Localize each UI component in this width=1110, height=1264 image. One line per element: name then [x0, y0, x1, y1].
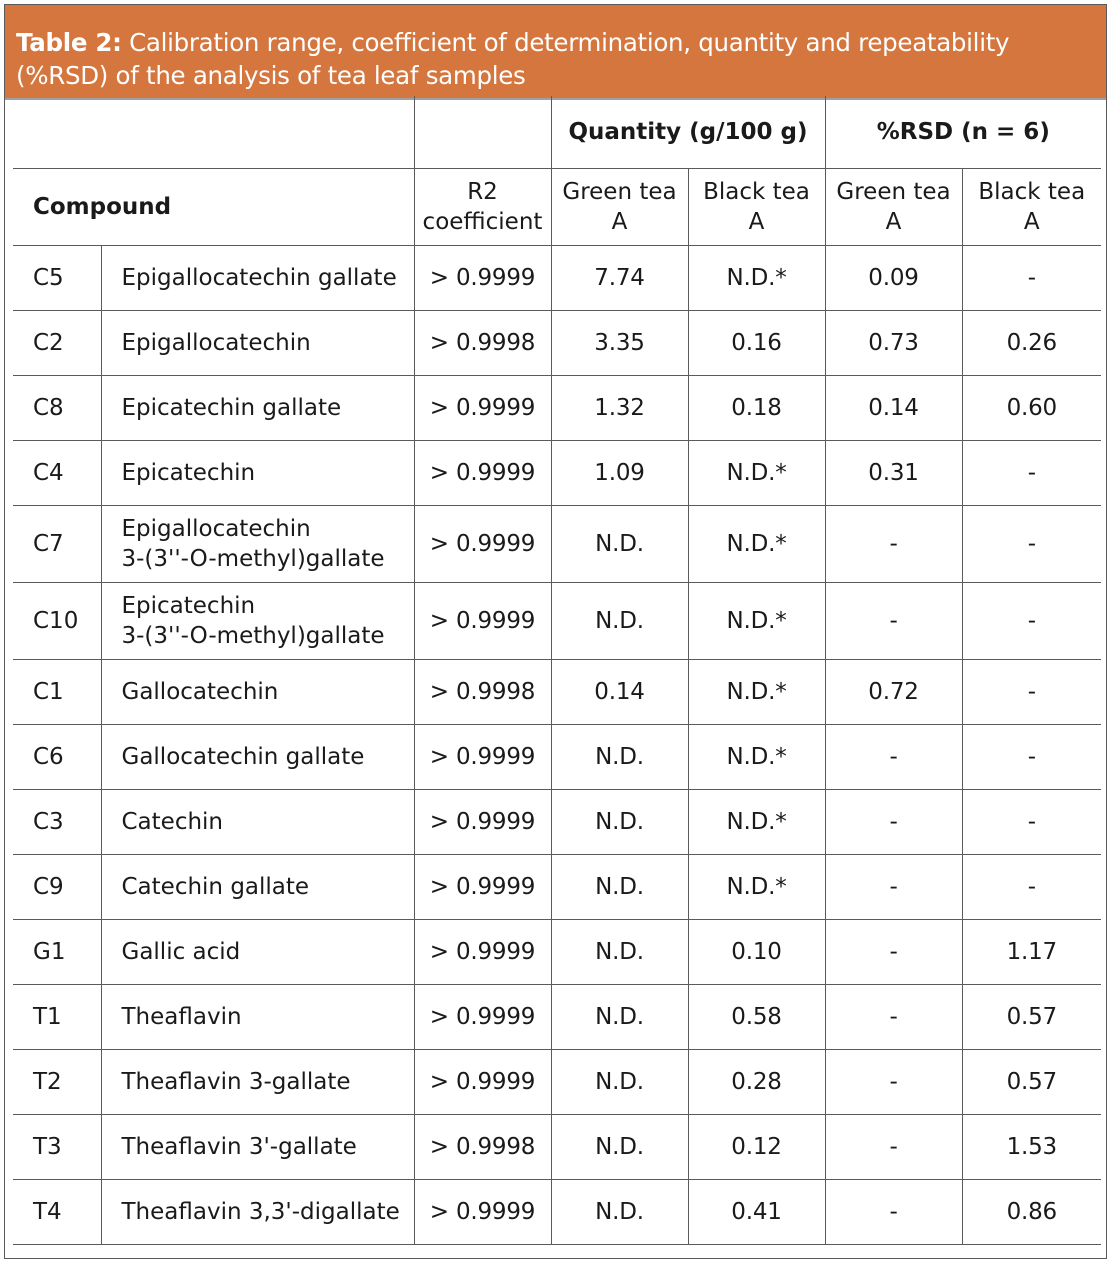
header-quantity-black: [688, 169, 825, 246]
header-r2: [414, 169, 551, 246]
quantity-black-value: N.D.*: [688, 583, 825, 660]
table-row: [13, 660, 1101, 725]
table-row: [13, 311, 1101, 376]
rsd-green-value: -: [825, 855, 962, 920]
header-green-line1: Green tea: [836, 179, 951, 205]
rsd-black-value: 0.57: [962, 985, 1101, 1050]
quantity-black-value: N.D.*: [688, 506, 825, 583]
quantity-green-value: 1.09: [551, 441, 688, 506]
compound-id: C9: [13, 855, 101, 920]
compound-name: [101, 855, 414, 920]
compound-id: C4: [13, 441, 101, 506]
rsd-green-value: -: [825, 725, 962, 790]
header-compound: Compound: [13, 169, 414, 246]
compound-name-line: Epigallocatechin gallate: [121, 265, 397, 291]
r2-value: > 0.9999: [414, 376, 551, 441]
compound-id: T1: [13, 985, 101, 1050]
compound-name: [101, 1180, 414, 1245]
r2-value: > 0.9999: [414, 855, 551, 920]
quantity-black-value: 0.58: [688, 985, 825, 1050]
header-black-line1: Black tea: [703, 179, 810, 205]
compound-name-line: Theaflavin 3,3'-digallate: [121, 1199, 400, 1225]
rsd-green-value: 0.31: [825, 441, 962, 506]
rsd-black-value: 1.17: [962, 920, 1101, 985]
r2-value: > 0.9999: [414, 583, 551, 660]
compound-name-line: 3-(3''-O-methyl)gallate: [121, 623, 385, 649]
table-row: [13, 583, 1101, 660]
compound-name: [101, 1050, 414, 1115]
rsd-green-value: -: [825, 790, 962, 855]
rsd-green-value: -: [825, 506, 962, 583]
header-green-line2: A: [611, 209, 628, 235]
quantity-green-value: N.D.: [551, 790, 688, 855]
header-green-line2: A: [885, 209, 902, 235]
table-row: [13, 1180, 1101, 1245]
rsd-black-value: 0.86: [962, 1180, 1101, 1245]
header-rsd-black: [962, 169, 1101, 246]
compound-name: [101, 1115, 414, 1180]
compound-id: C7: [13, 506, 101, 583]
header-black-line2: A: [1023, 209, 1040, 235]
quantity-black-value: N.D.*: [688, 725, 825, 790]
rsd-black-value: 0.57: [962, 1050, 1101, 1115]
quantity-green-value: 0.14: [551, 660, 688, 725]
table-row: [13, 855, 1101, 920]
quantity-black-value: 0.28: [688, 1050, 825, 1115]
rsd-green-value: 0.09: [825, 246, 962, 311]
compound-name: [101, 725, 414, 790]
quantity-green-value: N.D.: [551, 985, 688, 1050]
quantity-green-value: N.D.: [551, 583, 688, 660]
quantity-green-value: N.D.: [551, 920, 688, 985]
r2-value: > 0.9999: [414, 1180, 551, 1245]
r2-value: > 0.9998: [414, 1115, 551, 1180]
quantity-black-value: N.D.*: [688, 441, 825, 506]
table-row: [13, 790, 1101, 855]
r2-value: > 0.9998: [414, 311, 551, 376]
table-caption: [5, 5, 1106, 100]
rsd-black-value: -: [962, 660, 1101, 725]
rsd-green-value: 0.72: [825, 660, 962, 725]
quantity-black-value: 0.16: [688, 311, 825, 376]
caption-label: Table 2:: [16, 28, 122, 57]
compound-name-line: Theaflavin: [121, 1004, 242, 1030]
quantity-green-value: N.D.: [551, 506, 688, 583]
quantity-black-value: 0.10: [688, 920, 825, 985]
quantity-black-value: 0.12: [688, 1115, 825, 1180]
table-row: [13, 920, 1101, 985]
compound-name-line: 3-(3''-O-methyl)gallate: [121, 546, 385, 572]
compound-name: [101, 660, 414, 725]
compound-name-line: Gallocatechin: [121, 679, 279, 705]
rsd-black-value: 0.60: [962, 376, 1101, 441]
compound-name-line: Epicatechin: [121, 460, 256, 486]
rsd-black-value: -: [962, 506, 1101, 583]
compound-name: [101, 790, 414, 855]
quantity-black-value: N.D.*: [688, 246, 825, 311]
compound-name: [101, 311, 414, 376]
compound-id: C2: [13, 311, 101, 376]
quantity-black-value: 0.41: [688, 1180, 825, 1245]
compound-name: [101, 583, 414, 660]
compound-name: [101, 441, 414, 506]
table-row: [13, 1050, 1101, 1115]
quantity-green-value: N.D.: [551, 1115, 688, 1180]
table-row: [13, 725, 1101, 790]
header-blank-cell: [13, 96, 414, 169]
compound-name: [101, 246, 414, 311]
table-row: [13, 376, 1101, 441]
rsd-black-value: -: [962, 246, 1101, 311]
table-row: [13, 506, 1101, 583]
header-black-line2: A: [748, 209, 765, 235]
quantity-green-value: 1.32: [551, 376, 688, 441]
table-row: [13, 1115, 1101, 1180]
r2-value: > 0.9999: [414, 1050, 551, 1115]
quantity-green-value: 3.35: [551, 311, 688, 376]
rsd-black-value: 0.26: [962, 311, 1101, 376]
compound-id: T2: [13, 1050, 101, 1115]
compound-name-line: Epigallocatechin: [121, 330, 311, 356]
rsd-black-value: 1.53: [962, 1115, 1101, 1180]
header-quantity: Quantity (g/100 g): [551, 96, 825, 169]
compound-id: C8: [13, 376, 101, 441]
rsd-black-value: -: [962, 725, 1101, 790]
compound-id: C3: [13, 790, 101, 855]
compound-name: [101, 920, 414, 985]
compound-name-line: Catechin: [121, 809, 224, 835]
compound-id: C1: [13, 660, 101, 725]
table-row: [13, 985, 1101, 1050]
header-r2-line2: coefficient: [422, 209, 543, 235]
quantity-green-value: N.D.: [551, 855, 688, 920]
quantity-green-value: N.D.: [551, 1180, 688, 1245]
quantity-green-value: N.D.: [551, 1050, 688, 1115]
compound-id: G1: [13, 920, 101, 985]
r2-value: > 0.9999: [414, 790, 551, 855]
compound-name: [101, 506, 414, 583]
rsd-green-value: 0.14: [825, 376, 962, 441]
compound-id: C6: [13, 725, 101, 790]
r2-value: > 0.9999: [414, 985, 551, 1050]
rsd-green-value: -: [825, 920, 962, 985]
rsd-black-value: -: [962, 855, 1101, 920]
compound-name: [101, 985, 414, 1050]
rsd-green-value: -: [825, 1050, 962, 1115]
quantity-black-value: N.D.*: [688, 855, 825, 920]
compound-name-line: Epicatechin gallate: [121, 395, 342, 421]
compound-id: C10: [13, 583, 101, 660]
rsd-black-value: -: [962, 441, 1101, 506]
compound-name-line: Gallic acid: [121, 939, 241, 965]
header-rsd-green: [825, 169, 962, 246]
quantity-black-value: N.D.*: [688, 790, 825, 855]
compound-name-line: Catechin gallate: [121, 874, 310, 900]
r2-value: > 0.9999: [414, 246, 551, 311]
r2-value: > 0.9999: [414, 920, 551, 985]
r2-value: > 0.9999: [414, 441, 551, 506]
header-black-line1: Black tea: [978, 179, 1086, 205]
caption-text: Calibration range, coefficient of determination, quantity and repeatability (%RSD) of the analysis of tea leaf samples: [16, 28, 1010, 90]
compound-id: C5: [13, 246, 101, 311]
compound-id: T4: [13, 1180, 101, 1245]
table-row: [13, 246, 1101, 311]
quantity-green-value: 7.74: [551, 246, 688, 311]
rsd-green-value: -: [825, 1180, 962, 1245]
compound-name-line: Epigallocatechin: [121, 516, 311, 542]
header-row-top: [13, 96, 1101, 169]
compound-name-line: Gallocatechin gallate: [121, 744, 365, 770]
r2-value: > 0.9998: [414, 660, 551, 725]
r2-value: > 0.9999: [414, 725, 551, 790]
rsd-green-value: -: [825, 985, 962, 1050]
table-row: [13, 441, 1101, 506]
rsd-green-value: -: [825, 583, 962, 660]
rsd-black-value: -: [962, 583, 1101, 660]
header-rsd: %RSD (n = 6): [825, 96, 1101, 169]
compound-name-line: Theaflavin 3'-gallate: [121, 1134, 357, 1160]
rsd-green-value: -: [825, 1115, 962, 1180]
compound-name-line: Epicatechin: [121, 593, 256, 619]
r2-value: > 0.9999: [414, 506, 551, 583]
rsd-black-value: -: [962, 790, 1101, 855]
compound-name-line: Theaflavin 3-gallate: [121, 1069, 351, 1095]
rsd-green-value: 0.73: [825, 311, 962, 376]
compound-name: [101, 376, 414, 441]
quantity-black-value: N.D.*: [688, 660, 825, 725]
header-blank-r2-cell: [414, 96, 551, 169]
data-table: [13, 96, 1101, 1245]
header-r2-line1: R2: [467, 179, 498, 205]
quantity-green-value: N.D.: [551, 725, 688, 790]
header-green-line1: Green tea: [562, 179, 677, 205]
quantity-black-value: 0.18: [688, 376, 825, 441]
compound-id: T3: [13, 1115, 101, 1180]
header-quantity-green: [551, 169, 688, 246]
header-row-sub: [13, 169, 1101, 246]
